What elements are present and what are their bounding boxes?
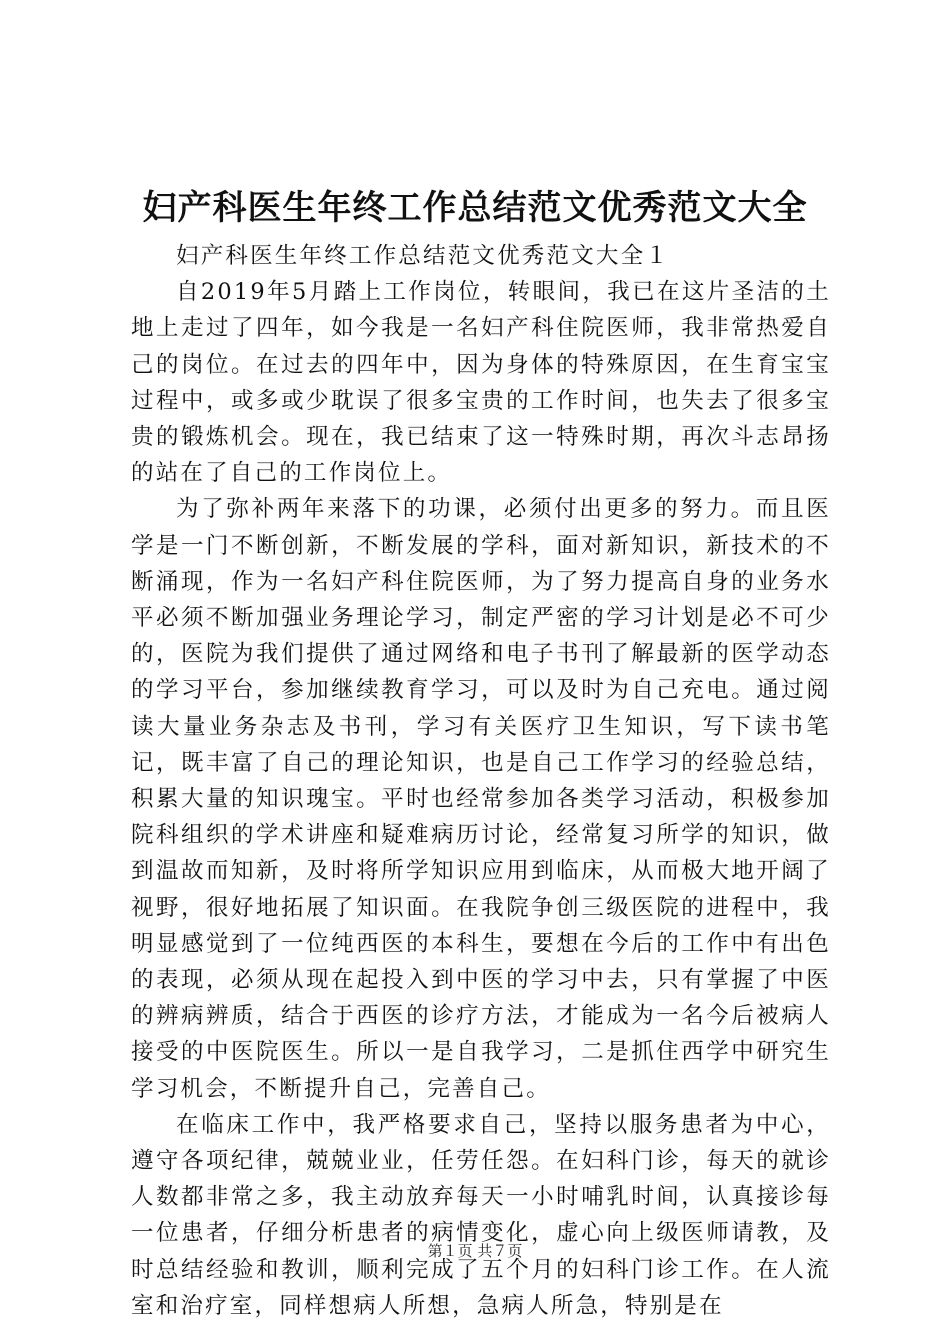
- document-body: [131, 238, 831, 1324]
- page-footer: 第１页 共７页: [427, 1242, 523, 1260]
- paragraph-3: 在临床工作中，我严格要求自己，坚持以服务患者为中心，遵守各项纪律，兢兢业业，任劳任怨。在妇科门诊，每天的就诊人数都非常之多，我主动放弃每天一小时哺乳时间，认真接诊每一位患者，仔细分析患者的病情变化，虚心向上级医师请教，及时总结经验和教训，顺利完成了五个月的妇科门诊工作。在人流室和治疗室，同样想病人所想，急病人所急，特别是在: [131, 1111, 831, 1319]
- paragraph-subtitle: 妇产科医生年终工作总结范文优秀范文大全１: [176, 243, 671, 269]
- paragraph-2: 为了弥补两年来落下的功课，必须付出更多的努力。而且医学是一门不断创新，不断发展的学科，面对新知识，新技术的不断涌现，作为一名妇产科住院医师，为了努力提高自身的业务水平必须不断加强业务理论学习，制定严密的学习计划是必不可少的，医院为我们提供了通过网络和电子书刊了解最新的医学动态的学习平台，参加继续教育学习，可以及时为自己充电。通过阅读大量业务杂志及书刊，学习有关医疗卫生知识，写下读书笔记，既丰富了自己的理论知识，也是自己工作学习的经验总结，积累大量的知识瑰宝。平时也经常参加各类学习活动，积极参加院科组织的学术讲座和疑难病历讨论，经常复习所学的知识，做到温故而知新，及时将所学知识应用到临床，从而极大地开阔了视野，很好地拓展了知识面。在我院争创三级医院的进程中，我明显感觉到了一位纯西医的本科生，要想在今后的工作中有出色的表现，必须从现在起投入到中医的学习中去，只有掌握了中医的辨病辨质，结合于西医的诊疗方法，才能成为一名今后被病人接受的中医院医生。所以一是自我学习，二是抓住西学中研究生学习机会，不断提升自己，完善自己。: [131, 496, 831, 1102]
- page-title: 妇产科医生年终工作总结范文优秀范文大全: [142, 188, 808, 228]
- paragraph-1: 自2019年5月踏上工作岗位，转眼间，我已在这片圣洁的土地上走过了四年，如今我是一名妇产科住院医师，我非常热爱自己的岗位。在过去的四年中，因为身体的特殊原因，在生育宝宝过程中，或多或少耽误了很多宝贵的工作时间，也失去了很多宝贵的锻炼机会。现在，我已结束了这一特殊时期，再次斗志昂扬的站在了自己的工作岗位上。: [131, 279, 831, 487]
